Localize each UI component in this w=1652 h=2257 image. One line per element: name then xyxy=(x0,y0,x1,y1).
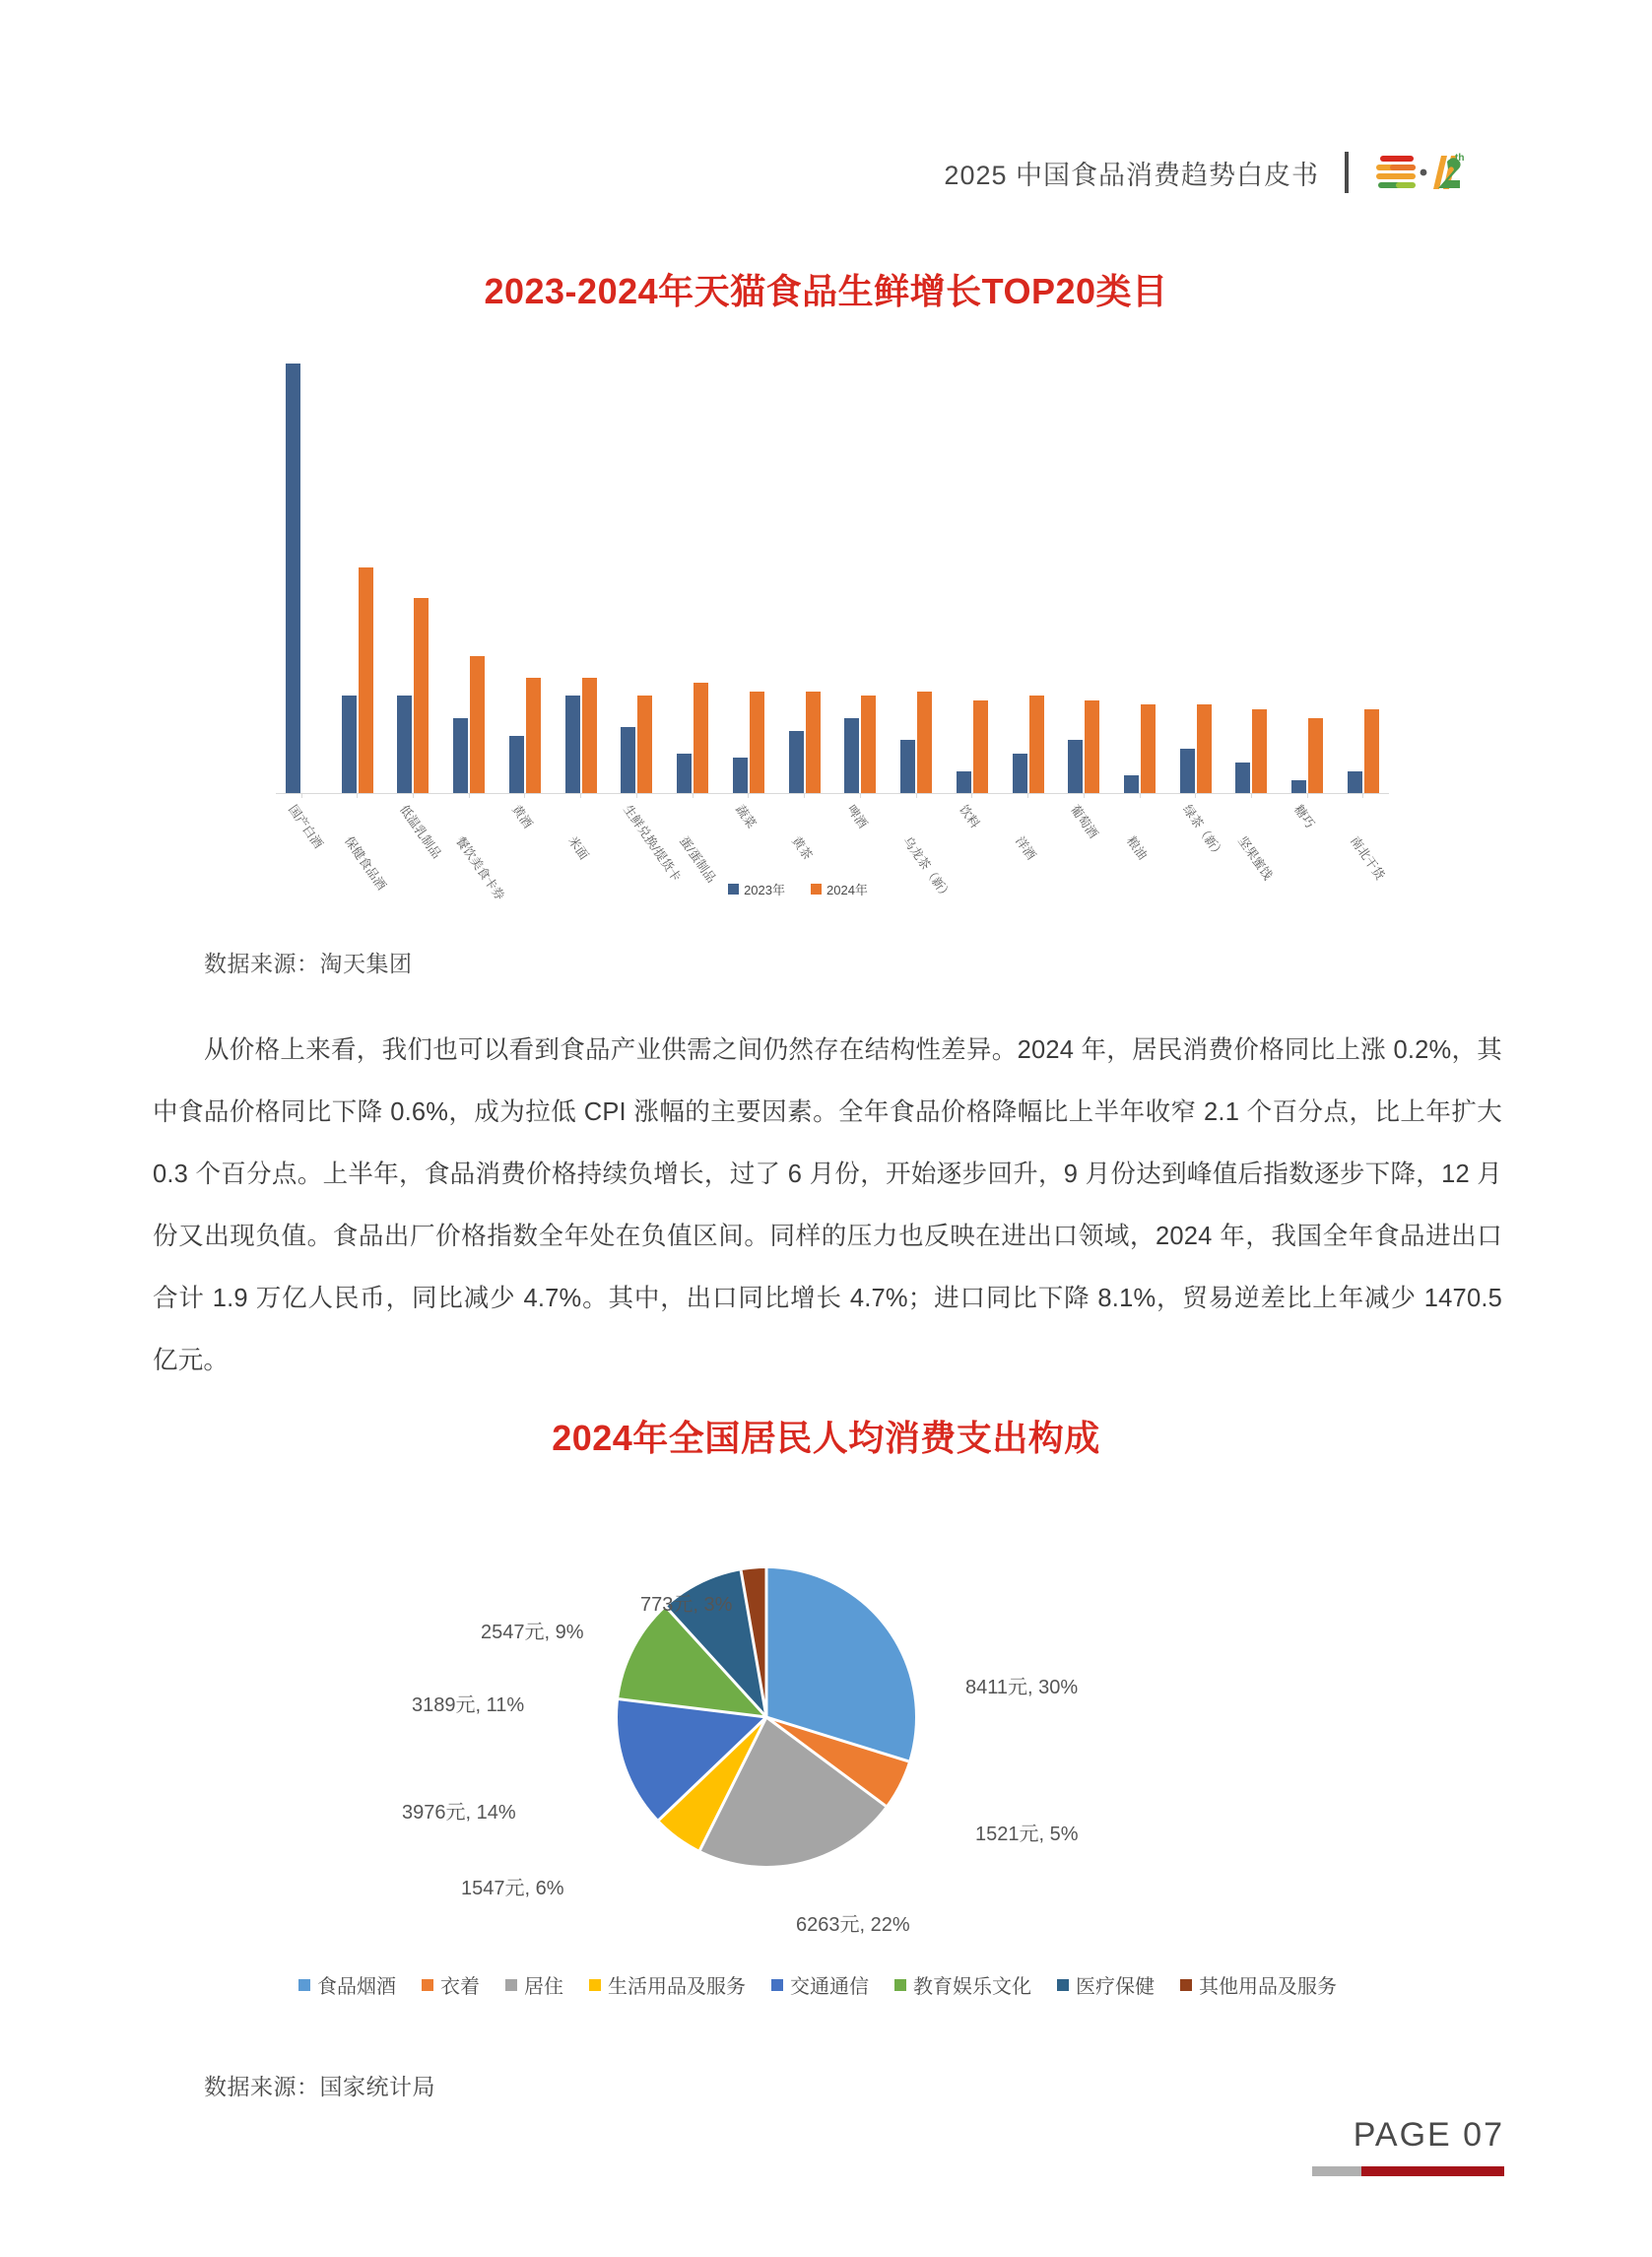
bar-group xyxy=(499,678,551,793)
legend-label: 居住 xyxy=(524,1976,563,1998)
bar-chart-source: 数据来源：淘天集团 xyxy=(204,951,413,976)
bar-2023 xyxy=(565,696,580,793)
bar-2024 xyxy=(637,696,652,793)
legend-label: 生活用品及服务 xyxy=(608,1976,746,1998)
pie-data-label: 3189元, 11% xyxy=(412,1694,525,1716)
legend-item xyxy=(894,1970,1031,1999)
bar-group xyxy=(1338,709,1389,794)
bar-xlabel: 坚果蜜饯 xyxy=(1235,833,1276,883)
bar-2023 xyxy=(1068,740,1083,793)
legend-swatch xyxy=(422,1979,433,1991)
bar-2024 xyxy=(1085,700,1099,794)
bar-group xyxy=(947,700,998,794)
bar-xlabel-slot xyxy=(891,799,955,917)
bar-2023 xyxy=(509,736,524,794)
pie-chart-legend xyxy=(187,1970,1448,1999)
bar-xlabel: 粮油 xyxy=(1124,833,1150,863)
bar-2024 xyxy=(1308,718,1323,794)
bar-2023 xyxy=(1235,763,1250,794)
bar-2024 xyxy=(1141,704,1156,793)
bar-xlabel: 啤酒 xyxy=(844,802,871,831)
legend-label: 2023年 xyxy=(744,883,785,897)
bar-xlabel: 低温乳制品 xyxy=(397,802,444,861)
bar-xlabel-slot xyxy=(1003,799,1054,917)
footer-rule xyxy=(1312,2166,1504,2176)
bar-2023 xyxy=(1180,749,1195,793)
bar-xlabel-slot xyxy=(499,799,551,917)
bar-2024 xyxy=(582,678,597,793)
bar-group xyxy=(1282,718,1333,794)
bar-2023 xyxy=(621,727,635,794)
bar-2023 xyxy=(957,771,971,794)
bar-2023 xyxy=(286,364,300,794)
bar-2024 xyxy=(1252,709,1267,794)
bar-2023 xyxy=(397,696,412,793)
legend-swatch xyxy=(811,884,822,895)
bar-xlabel-slot xyxy=(779,799,830,917)
legend-swatch xyxy=(1057,1979,1069,1991)
legend-item xyxy=(1180,1970,1337,1999)
bar-2023 xyxy=(1124,775,1139,793)
bar-2024 xyxy=(414,598,429,793)
legend-swatch xyxy=(771,1979,783,1991)
legend-item xyxy=(771,1970,869,1999)
pie-data-label: 6263元, 22% xyxy=(796,1914,910,1936)
page-number: PAGE 07 xyxy=(1353,2116,1504,2154)
bar-xlabel-slot xyxy=(947,799,998,917)
legend-swatch xyxy=(728,884,739,895)
legend-label: 2024年 xyxy=(826,883,868,897)
bar-xlabel-slot xyxy=(1170,799,1227,917)
bar-group xyxy=(387,598,438,793)
legend-item xyxy=(298,1970,396,1999)
legend-label: 医疗保健 xyxy=(1076,1976,1155,1998)
bar-2023 xyxy=(1348,771,1362,794)
bar-chart-legend xyxy=(187,880,1409,898)
bar-group xyxy=(834,696,886,793)
brand-logo-icon xyxy=(1374,148,1465,197)
bar-group xyxy=(1114,704,1165,793)
bar-xlabel: 国产白酒 xyxy=(286,802,326,851)
bar-2023 xyxy=(342,696,357,793)
bar-2024 xyxy=(806,692,821,794)
bar-2024 xyxy=(917,692,932,794)
bar-group xyxy=(443,656,495,794)
legend-swatch xyxy=(505,1979,517,1991)
bar-group xyxy=(723,692,774,794)
bar-2023 xyxy=(1291,780,1306,794)
bar-xlabel: 黄茶 xyxy=(788,833,815,863)
pie-data-label: 2547元, 9% xyxy=(481,1622,584,1643)
bar-2024 xyxy=(694,683,708,794)
bar-chart xyxy=(187,350,1409,921)
bar-group xyxy=(1058,700,1109,794)
page-footer xyxy=(1312,2116,1504,2176)
bar-2023 xyxy=(677,754,692,794)
bar-xlabel-slot xyxy=(332,799,389,917)
legend-item xyxy=(505,1970,563,1999)
page-header xyxy=(944,148,1465,197)
pie-data-label: 8411元, 30% xyxy=(965,1677,1079,1698)
bar-2024 xyxy=(526,678,541,793)
bar-group xyxy=(891,692,942,794)
bar-xlabel: 饮料 xyxy=(956,802,982,831)
bar-xlabel-slot xyxy=(276,799,327,917)
svg-text:th: th xyxy=(1455,153,1465,164)
bar-xlabel-slot xyxy=(443,799,507,917)
legend-swatch xyxy=(589,1979,601,1991)
bar-xlabel: 生鲜兑换/提货卡 xyxy=(621,802,685,885)
bar-xlabel-slot xyxy=(1058,799,1109,917)
bar-xlabel-slot xyxy=(1114,799,1165,917)
bar-2024 xyxy=(750,692,764,794)
bar-group xyxy=(332,567,383,794)
bar-xlabel-slot xyxy=(1338,799,1389,917)
body-paragraph: 从价格上来看，我们也可以看到食品产业供需之间仍然存在结构性差异。2024 年，居民消费价格同比上涨 0.2%，其中食品价格同比下降 0.6%，成为拉低 CPI 涨幅的主要因素。全年食品价格降幅比上半年收窄 2.1 个百分点，比上年扩大 0.3 个百分点。上半年，食品消费价格持续负增长，过了 6 月份，开始逐步回升，9 月份达到峰值后指数逐步下降，12 月份又出现负值。食品出厂价格指数全年处在负值区间。同样的压力也反映在进出口领域，2024 年，我国全年食品进出口合计 1.9 万亿人民币，同比减少 4.7%。其中，出口同比增长 4.7%；进口同比下降 8.1%，贸易逆差比上年减少 1470.5 亿元。 xyxy=(153,1036,1502,1374)
bar-xlabel: 黄酒 xyxy=(509,802,535,831)
legend-label: 教育娱乐文化 xyxy=(913,1976,1031,1998)
pie-chart-source: 数据来源：国家统计局 xyxy=(204,2074,435,2099)
bar-2023 xyxy=(900,740,915,793)
bar-2024 xyxy=(1364,709,1379,794)
bar-xlabel-slot xyxy=(387,799,444,917)
bar-xlabel-slot xyxy=(723,799,774,917)
bar-2023 xyxy=(453,718,468,794)
bar-xlabel: 蔬菜 xyxy=(732,802,759,831)
bar-group xyxy=(667,683,718,794)
footer-rule-grey xyxy=(1312,2166,1361,2176)
bar-2023 xyxy=(789,731,804,793)
bar-group xyxy=(779,692,830,794)
bar-2023 xyxy=(1013,754,1027,794)
legend-swatch xyxy=(894,1979,906,1991)
legend-item xyxy=(1057,1970,1155,1999)
bar-xlabel: 葡萄酒 xyxy=(1068,802,1101,841)
bar-xlabel-slot xyxy=(1225,799,1277,917)
footer-rule-red xyxy=(1361,2166,1504,2176)
legend-label: 其他用品及服务 xyxy=(1199,1976,1337,1998)
bar-group xyxy=(556,678,607,793)
bar-xlabel: 保健食品酒 xyxy=(341,833,389,893)
bar-xlabel: 蛋/蛋制品 xyxy=(677,833,719,886)
legend-label: 食品烟酒 xyxy=(317,1976,396,1998)
bar-xlabel: 乌龙茶（新） xyxy=(900,833,955,903)
pie-data-label: 3976元, 14% xyxy=(402,1802,516,1824)
bar-xlabel-slot xyxy=(1282,799,1333,917)
bar-xlabel: 绿茶（新） xyxy=(1179,802,1227,861)
bar-xlabel-slot xyxy=(667,799,718,917)
pie-chart xyxy=(187,1478,1448,2039)
pie-data-label: 1521元, 5% xyxy=(975,1824,1079,1845)
bar-xlabel: 餐饮美食卡券 xyxy=(453,833,507,903)
bar-2024 xyxy=(973,700,988,794)
bar-xlabel: 糖巧 xyxy=(1291,802,1318,831)
header-title: 2025 中国食品消费趋势白皮书 xyxy=(944,160,1319,190)
bar-2023 xyxy=(844,718,859,794)
bar-xlabel: 洋酒 xyxy=(1012,833,1038,863)
header-divider xyxy=(1345,152,1349,193)
bar-2024 xyxy=(470,656,485,794)
pie-data-label: 1547元, 6% xyxy=(461,1878,564,1899)
bar-group xyxy=(1225,709,1277,794)
legend-swatch xyxy=(298,1979,310,1991)
bar-2024 xyxy=(359,567,373,794)
pie-chart-title: 2024年全国居民人均消费支出构成 xyxy=(552,1418,1100,1458)
legend-label: 衣着 xyxy=(440,1976,480,1998)
legend-item xyxy=(589,1970,746,1999)
bar-group xyxy=(276,364,327,794)
bar-2024 xyxy=(1197,704,1212,793)
legend-item xyxy=(422,1970,480,1999)
pie-data-label: 773元, 3% xyxy=(640,1594,733,1616)
bar-2024 xyxy=(1029,696,1044,793)
bar-xlabel-slot xyxy=(834,799,886,917)
bar-axis-labels xyxy=(276,799,1389,917)
legend-item xyxy=(728,880,785,898)
bar-plot-area xyxy=(276,350,1389,794)
legend-item xyxy=(811,880,868,898)
bar-group xyxy=(1003,696,1054,793)
bar-xlabel: 米面 xyxy=(564,833,591,863)
legend-label: 交通通信 xyxy=(790,1976,869,1998)
bar-chart-title: 2023-2024年天猫食品生鲜增长TOP20类目 xyxy=(484,271,1168,311)
bar-xlabel-slot xyxy=(556,799,607,917)
legend-swatch xyxy=(1180,1979,1192,1991)
bar-xlabel: 南北干货 xyxy=(1348,833,1388,883)
bar-2024 xyxy=(861,696,876,793)
bar-group xyxy=(1170,704,1222,793)
bar-2023 xyxy=(733,758,748,793)
bar-group xyxy=(611,696,662,793)
bar-xlabel-slot xyxy=(611,799,685,917)
